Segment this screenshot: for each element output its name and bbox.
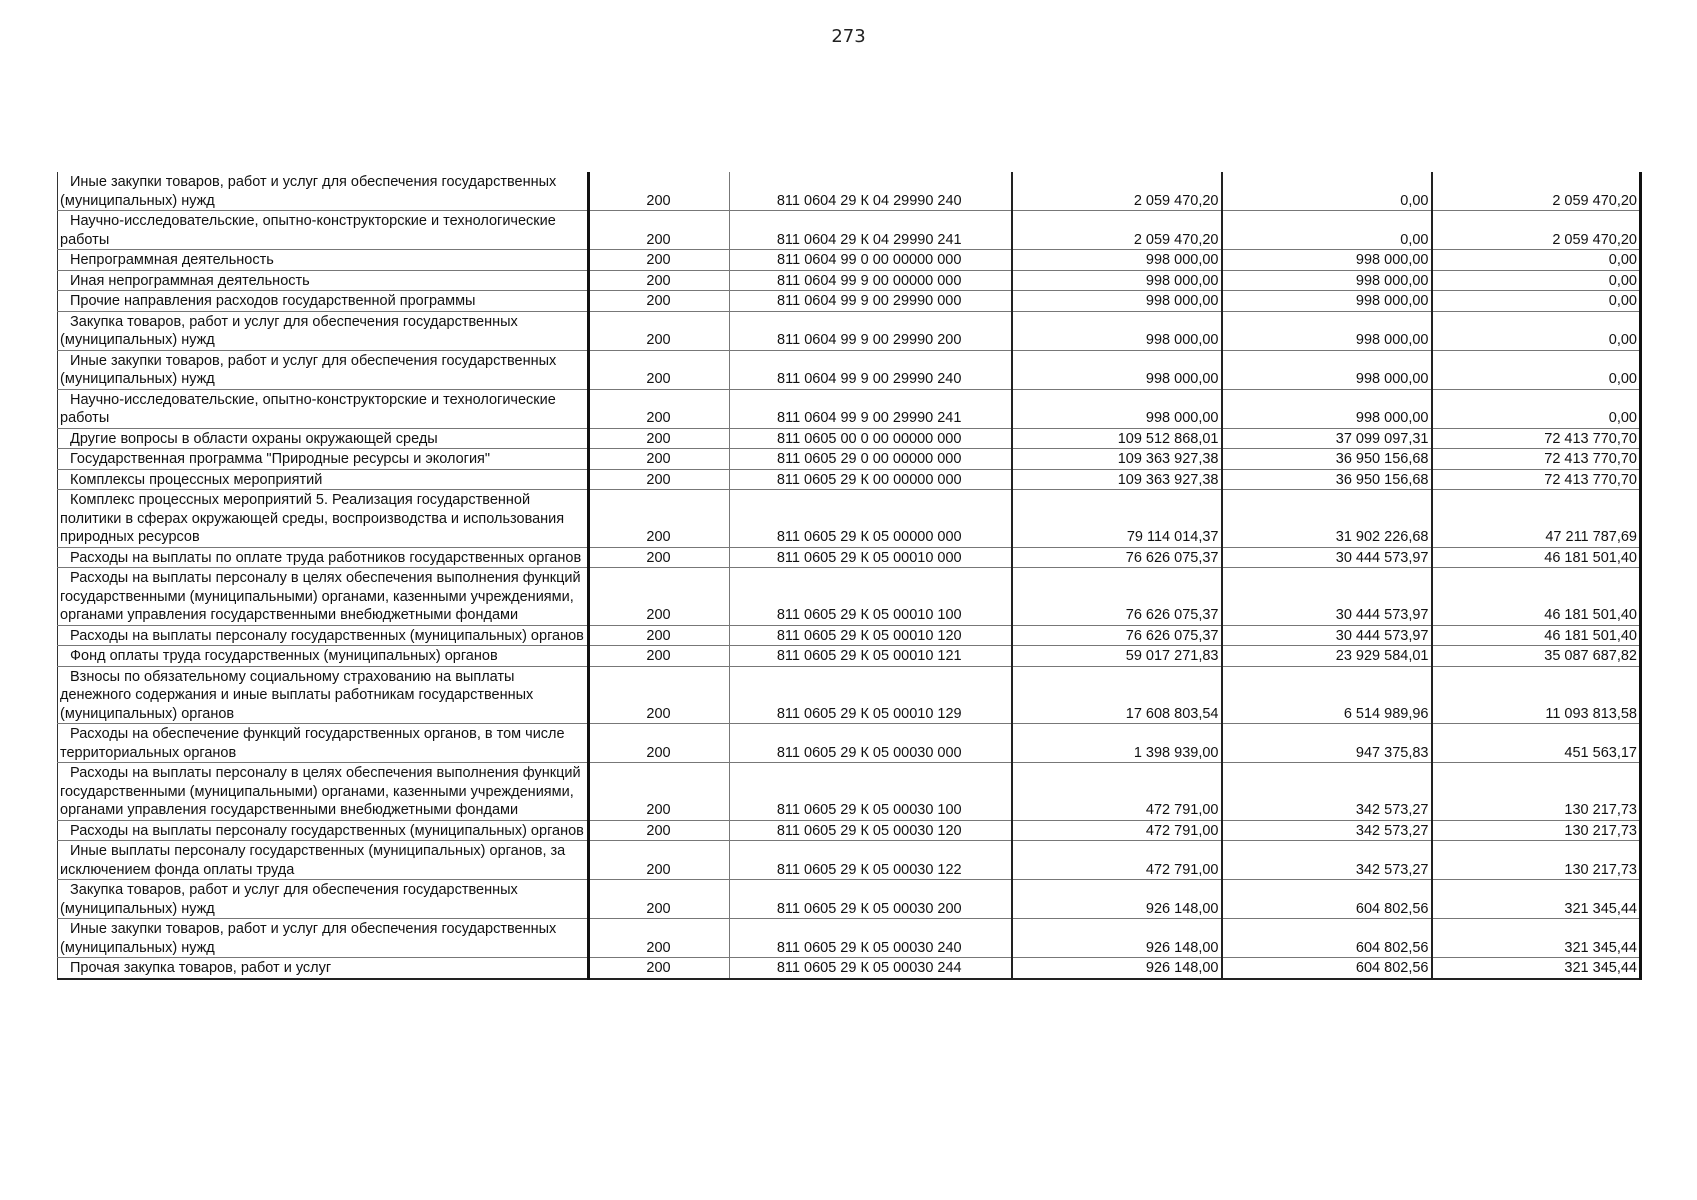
remaining-amount-cell: 47 211 787,69 [1432,490,1641,548]
remaining-amount-cell: 130 217,73 [1432,820,1641,841]
approved-amount-cell: 998 000,00 [1012,291,1222,312]
budget-classification-code-cell: 811 0605 29 К 05 00010 129 [730,666,1012,724]
expense-name-text: Прочие направления расходов государственной программы [70,293,476,309]
grbs-code-cell: 200 [589,763,730,821]
table-row [58,270,1641,291]
budget-classification-code-cell: 811 0604 29 К 04 29990 241 [730,211,1012,250]
budget-classification-code-cell: 811 0605 29 0 00 00000 000 [730,449,1012,470]
approved-amount-cell: 472 791,00 [1012,763,1222,821]
remaining-amount-cell: 321 345,44 [1432,958,1641,979]
grbs-code-cell: 200 [589,666,730,724]
table-row [58,625,1641,646]
table-row [58,389,1641,428]
expense-name-text: Иные закупки товаров, работ и услуг для обеспечения государственных (муниципальных) нужд [60,921,557,956]
expense-name-text: Расходы на выплаты по оплате труда работников государственных органов [70,549,582,566]
expense-name-cell [58,880,589,919]
executed-amount-cell: 998 000,00 [1222,250,1432,271]
approved-amount-cell: 472 791,00 [1012,820,1222,841]
expense-name-text: Непрограммная деятельность [70,252,274,268]
remaining-amount-cell: 0,00 [1432,250,1641,271]
table-row [58,449,1641,470]
grbs-code-cell: 200 [589,389,730,428]
budget-classification-code-cell: 811 0605 29 К 05 00010 000 [730,547,1012,568]
approved-amount-cell: 472 791,00 [1012,841,1222,880]
expense-name-text: Научно-исследовательские, опытно-конструкторские и технологические работы [60,391,556,426]
expense-name-text: Комплексы процессных мероприятий [70,471,323,488]
table-row [58,880,1641,919]
approved-amount-cell: 109 512 868,01 [1012,428,1222,449]
budget-classification-code-cell: 811 0605 29 К 05 00030 244 [730,958,1012,979]
approved-amount-cell: 1 398 939,00 [1012,724,1222,763]
approved-amount-cell: 998 000,00 [1012,389,1222,428]
expense-name-cell [58,666,589,724]
table-row [58,547,1641,568]
grbs-code-cell: 200 [589,291,730,312]
approved-amount-cell: 998 000,00 [1012,350,1222,389]
grbs-code-cell: 200 [589,919,730,958]
executed-amount-cell: 31 902 226,68 [1222,490,1432,548]
remaining-amount-cell: 2 059 470,20 [1432,172,1641,211]
grbs-code-cell: 200 [589,880,730,919]
grbs-code-cell: 200 [589,841,730,880]
page-number: 273 [831,26,866,47]
executed-amount-cell: 604 802,56 [1222,919,1432,958]
budget-classification-code-cell: 811 0604 29 К 04 29990 240 [730,172,1012,211]
expense-name-cell [58,919,589,958]
approved-amount-cell: 76 626 075,37 [1012,568,1222,626]
table-row [58,250,1641,271]
budget-classification-code-cell: 811 0605 29 К 05 00010 121 [730,646,1012,667]
budget-classification-code-cell: 811 0605 29 К 05 00030 120 [730,820,1012,841]
grbs-code-cell: 200 [589,568,730,626]
approved-amount-cell: 76 626 075,37 [1012,547,1222,568]
budget-classification-code-cell: 811 0605 29 К 05 00000 000 [730,490,1012,548]
budget-classification-code-cell: 811 0605 29 К 05 00030 100 [730,763,1012,821]
grbs-code-cell: 200 [589,350,730,389]
remaining-amount-cell: 0,00 [1432,291,1641,312]
approved-amount-cell: 998 000,00 [1012,250,1222,271]
approved-amount-cell: 926 148,00 [1012,958,1222,979]
remaining-amount-cell: 0,00 [1432,311,1641,350]
expense-name-cell [58,490,589,548]
expense-name-text: Государственная программа "Природные ресурсы и экология" [70,451,491,467]
table-row [58,172,1641,211]
remaining-amount-cell: 46 181 501,40 [1432,547,1641,568]
remaining-amount-cell: 46 181 501,40 [1432,625,1641,646]
table-row [58,820,1641,841]
approved-amount-cell: 109 363 927,38 [1012,469,1222,490]
table-row [58,666,1641,724]
remaining-amount-cell: 321 345,44 [1432,919,1641,958]
remaining-amount-cell: 130 217,73 [1432,763,1641,821]
expense-name-text: Расходы на обеспечение функций государственных органов, в том числе территориальных органов [60,726,565,761]
table-row [58,958,1641,979]
executed-amount-cell: 342 573,27 [1222,763,1432,821]
expense-name-cell [58,291,589,312]
budget-classification-code-cell: 811 0604 99 9 00 29990 241 [730,389,1012,428]
approved-amount-cell: 79 114 014,37 [1012,490,1222,548]
expense-name-cell [58,428,589,449]
expense-name-text: Взносы по обязательному социальному страхованию на выплаты денежного содержания и иные выплаты работникам государственных (муниципальных) органов [60,668,534,722]
expense-name-cell [58,172,589,211]
approved-amount-cell: 59 017 271,83 [1012,646,1222,667]
grbs-code-cell: 200 [589,172,730,211]
approved-amount-cell: 998 000,00 [1012,270,1222,291]
approved-amount-cell: 926 148,00 [1012,919,1222,958]
table-row [58,211,1641,250]
expense-name-cell [58,449,589,470]
budget-classification-code-cell: 811 0604 99 9 00 29990 240 [730,350,1012,389]
remaining-amount-cell: 72 413 770,70 [1432,469,1641,490]
expense-name-text: Закупка товаров, работ и услуг для обеспечения государственных (муниципальных) нужд [60,882,518,917]
budget-classification-code-cell: 811 0605 29 К 05 00010 100 [730,568,1012,626]
grbs-code-cell: 200 [589,449,730,470]
remaining-amount-cell: 451 563,17 [1432,724,1641,763]
approved-amount-cell: 998 000,00 [1012,311,1222,350]
expense-name-cell [58,724,589,763]
grbs-code-cell: 200 [589,646,730,667]
expense-name-text: Расходы на выплаты персоналу в целях обеспечения выполнения функций государственными (муниципальными) органами, казенными учреждениями, органами управления государственными внебюджетными фондами [60,570,581,623]
approved-amount-cell: 76 626 075,37 [1012,625,1222,646]
grbs-code-cell: 200 [589,469,730,490]
budget-classification-code-cell: 811 0605 29 К 05 00030 122 [730,841,1012,880]
executed-amount-cell: 342 573,27 [1222,820,1432,841]
budget-classification-code-cell: 811 0605 29 К 05 00030 200 [730,880,1012,919]
expense-name-text: Закупка товаров, работ и услуг для обеспечения государственных (муниципальных) нужд [60,313,518,348]
expense-name-cell [58,763,589,821]
executed-amount-cell: 36 950 156,68 [1222,469,1432,490]
grbs-code-cell: 200 [589,250,730,271]
executed-amount-cell: 0,00 [1222,172,1432,211]
table-row [58,350,1641,389]
expense-name-cell [58,350,589,389]
budget-classification-code-cell: 811 0605 29 К 00 00000 000 [730,469,1012,490]
table-row [58,646,1641,667]
budget-classification-code-cell: 811 0604 99 9 00 29990 200 [730,311,1012,350]
grbs-code-cell: 200 [589,311,730,350]
expense-name-text: Прочая закупка товаров, работ и услуг [70,960,332,976]
remaining-amount-cell: 35 087 687,82 [1432,646,1641,667]
remaining-amount-cell: 11 093 813,58 [1432,666,1641,724]
remaining-amount-cell: 72 413 770,70 [1432,428,1641,449]
remaining-amount-cell: 0,00 [1432,270,1641,291]
expense-name-text: Комплекс процессных мероприятий 5. Реализация государственной политики в сферах окружающей среды, воспроизводства и использования природных ресурсов [60,492,565,545]
expense-name-text: Иные выплаты персоналу государственных (муниципальных) органов, за исключением фонда оплаты труда [60,843,566,878]
budget-classification-code-cell: 811 0604 99 9 00 00000 000 [730,270,1012,291]
table-row [58,724,1641,763]
executed-amount-cell: 0,00 [1222,211,1432,250]
table-row [58,428,1641,449]
expense-name-text: Расходы на выплаты персоналу государственных (муниципальных) органов [70,627,584,644]
expense-name-text: Научно-исследовательские, опытно-конструкторские и технологические работы [60,213,556,248]
executed-amount-cell: 30 444 573,97 [1222,568,1432,626]
expense-name-cell [58,568,589,626]
approved-amount-cell: 2 059 470,20 [1012,172,1222,211]
expense-name-cell [58,547,589,568]
grbs-code-cell: 200 [589,490,730,548]
budget-classification-code-cell: 811 0605 29 К 05 00010 120 [730,625,1012,646]
remaining-amount-cell: 0,00 [1432,350,1641,389]
budget-classification-code-cell: 811 0604 99 0 00 00000 000 [730,250,1012,271]
budget-classification-code-cell: 811 0605 29 К 05 00030 240 [730,919,1012,958]
approved-amount-cell: 17 608 803,54 [1012,666,1222,724]
remaining-amount-cell: 72 413 770,70 [1432,449,1641,470]
executed-amount-cell: 998 000,00 [1222,311,1432,350]
table-row [58,311,1641,350]
table-row [58,841,1641,880]
expense-name-cell [58,389,589,428]
executed-amount-cell: 998 000,00 [1222,270,1432,291]
expense-name-text: Расходы на выплаты персоналу государственных (муниципальных) органов [70,822,584,839]
table-row [58,291,1641,312]
executed-amount-cell: 998 000,00 [1222,291,1432,312]
expense-name-cell [58,625,589,646]
executed-amount-cell: 342 573,27 [1222,841,1432,880]
executed-amount-cell: 6 514 989,96 [1222,666,1432,724]
budget-classification-code-cell: 811 0604 99 9 00 29990 000 [730,291,1012,312]
expense-name-text: Иные закупки товаров, работ и услуг для обеспечения государственных (муниципальных) нужд [60,352,557,387]
table-row [58,919,1641,958]
table-row [58,490,1641,548]
remaining-amount-cell: 46 181 501,40 [1432,568,1641,626]
executed-amount-cell: 604 802,56 [1222,880,1432,919]
executed-amount-cell: 30 444 573,97 [1222,547,1432,568]
executed-amount-cell: 36 950 156,68 [1222,449,1432,470]
expense-name-cell [58,841,589,880]
grbs-code-cell: 200 [589,270,730,291]
table-row [58,469,1641,490]
expense-name-text: Иные закупки товаров, работ и услуг для обеспечения государственных (муниципальных) нужд [60,174,557,209]
remaining-amount-cell: 2 059 470,20 [1432,211,1641,250]
budget-classification-code-cell: 811 0605 00 0 00 00000 000 [730,428,1012,449]
expense-name-cell [58,211,589,250]
executed-amount-cell: 604 802,56 [1222,958,1432,979]
expense-name-text: Фонд оплаты труда государственных (муниципальных) органов [70,648,498,664]
expense-name-cell [58,250,589,271]
expense-name-cell [58,270,589,291]
executed-amount-cell: 998 000,00 [1222,350,1432,389]
table-row [58,568,1641,626]
expense-name-cell [58,311,589,350]
grbs-code-cell: 200 [589,211,730,250]
expense-name-cell [58,958,589,979]
grbs-code-cell: 200 [589,820,730,841]
expense-name-text: Расходы на выплаты персоналу в целях обеспечения выполнения функций государственными (муниципальными) органами, казенными учреждениями, органами управления государственными внебюджетными фондами [60,765,581,818]
expense-name-cell [58,646,589,667]
remaining-amount-cell: 130 217,73 [1432,841,1641,880]
expense-name-text: Иная непрограммная деятельность [70,272,310,289]
budget-table [57,172,1642,980]
executed-amount-cell: 947 375,83 [1222,724,1432,763]
executed-amount-cell: 998 000,00 [1222,389,1432,428]
approved-amount-cell: 2 059 470,20 [1012,211,1222,250]
expense-name-cell [58,469,589,490]
expense-name-cell [58,820,589,841]
grbs-code-cell: 200 [589,428,730,449]
table-row [58,763,1641,821]
grbs-code-cell: 200 [589,724,730,763]
executed-amount-cell: 23 929 584,01 [1222,646,1432,667]
budget-classification-code-cell: 811 0605 29 К 05 00030 000 [730,724,1012,763]
grbs-code-cell: 200 [589,547,730,568]
approved-amount-cell: 109 363 927,38 [1012,449,1222,470]
executed-amount-cell: 37 099 097,31 [1222,428,1432,449]
budget-table-body [58,172,1641,979]
remaining-amount-cell: 321 345,44 [1432,880,1641,919]
grbs-code-cell: 200 [589,625,730,646]
approved-amount-cell: 926 148,00 [1012,880,1222,919]
grbs-code-cell: 200 [589,958,730,979]
remaining-amount-cell: 0,00 [1432,389,1641,428]
expense-name-text: Другие вопросы в области охраны окружающей среды [70,430,438,447]
executed-amount-cell: 30 444 573,97 [1222,625,1432,646]
